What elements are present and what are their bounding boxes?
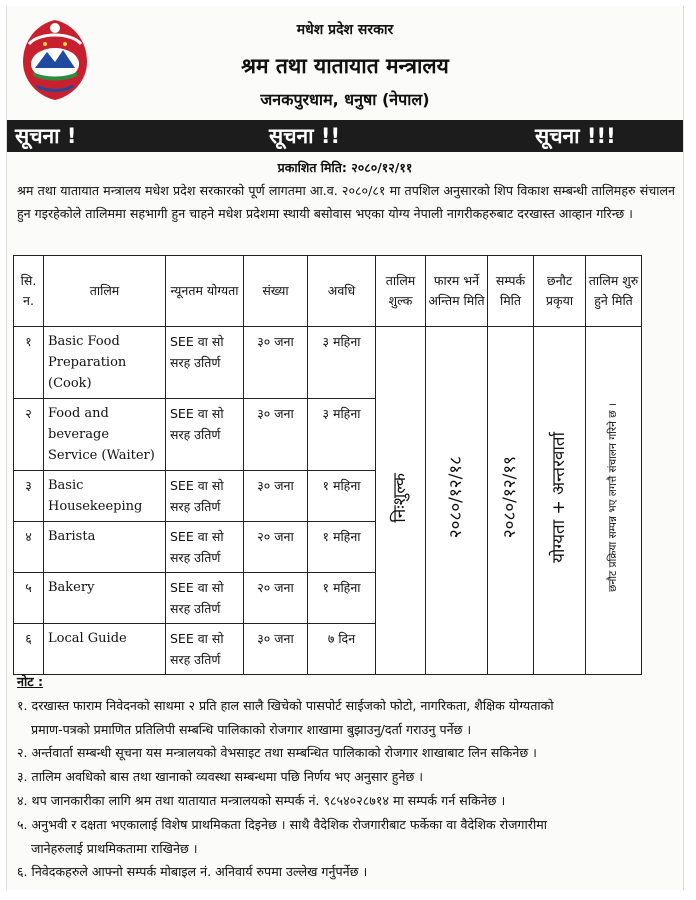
note-item: ३. तालिम अवधिको बास तथा खानाको व्यवस्था सम्बन्धमा पछि निर्णय भए अनुसार हुनेछ । <box>17 769 424 785</box>
header-duration: अवधि <box>308 256 376 327</box>
fee-value: निःशुल्क <box>390 472 410 523</box>
row-count: ३० जना <box>244 399 308 471</box>
header-sn: सि. न. <box>14 256 44 327</box>
header-selection: छनौट प्रकृया <box>534 256 586 327</box>
row-duration: १ महिना <box>308 573 376 624</box>
header-start: तालिम शुरु हुने मिति <box>586 256 642 327</box>
row-count: ३० जना <box>244 471 308 522</box>
row-duration: १ महिना <box>308 522 376 573</box>
row-qualification: SEE वा सो सरह उतिर्ण <box>166 471 244 522</box>
banner-notice-3: सूचना !!! <box>535 124 616 148</box>
row-qualification: SEE वा सो सरह उतिर्ण <box>166 327 244 399</box>
row-training-name: Local Guide <box>44 624 166 675</box>
row-sn: ४ <box>14 522 44 573</box>
header-fee: तालिम शुल्क <box>376 256 426 327</box>
row-sn: २ <box>14 399 44 471</box>
ministry-name: श्रम तथा यातायात मन्त्रालय <box>241 54 449 78</box>
notice-page <box>6 6 684 890</box>
row-count: ३० जना <box>244 624 308 675</box>
row-training-name: Basic Housekeeping <box>44 471 166 522</box>
ministry-location: जनकपुरधाम, धनुषा (नेपाल) <box>260 90 430 109</box>
deadline-value: २०८०/१२/१८ <box>446 456 466 539</box>
row-qualification: SEE वा सो सरह उतिर्ण <box>166 522 244 573</box>
start-value: छनौट प्रक्रिया सम्पन्न भए लगत्तै संचालन गरिने छ । <box>607 403 619 592</box>
deadline-cell <box>426 327 488 675</box>
selection-cell <box>534 327 586 675</box>
header-qualification: न्यूनतम योग्यता <box>166 256 244 327</box>
row-qualification: SEE वा सो सरह उतिर्ण <box>166 573 244 624</box>
row-training-name: Bakery <box>44 573 166 624</box>
row-training-name: Basic Food Preparation (Cook) <box>44 327 166 399</box>
header <box>7 6 683 118</box>
published-date: प्रकाशित मिति: २०८०/१२/११ <box>277 160 413 175</box>
banner-notice-1: सूचना ! <box>15 124 77 148</box>
header-count: संख्या <box>244 256 308 327</box>
notice-banner <box>7 120 683 152</box>
selection-value: योग्यता + अन्तरवार्ता <box>549 432 569 563</box>
intro-paragraph: श्रम तथा यातायात मन्त्रालय मधेश प्रदेश सरकारको पूर्ण लागतमा आ.व. २०८०/८१ मा तपशिल अनुसारको शिप विकाश सम्बन्धी तालिमहरु संचालन हुन गइरहेकोले तालिममा सहभागी हुन चाहने मधेश प्रदेशमा स्थायी बसोवास भएका योग्य नेपाली नागरीकहरुबाट दरखास्त आव्हान गरिन्छ । <box>17 183 675 221</box>
row-qualification: SEE वा सो सरह उतिर्ण <box>166 399 244 471</box>
note-item: ५. अनुभवी र दक्षता भएकालाई विशेष प्राथमिकता दिइनेछ । साथै वैदेशिक रोजगारीबाट फर्केका वा वैदेशिक रोजगारीमा <box>17 816 547 832</box>
fee-cell <box>376 327 426 675</box>
government-name: मधेश प्रदेश सरकार <box>296 22 394 38</box>
row-duration: १ महिना <box>308 471 376 522</box>
notes-title: नोट : <box>17 674 44 689</box>
contact-date-value: २०८०/१२/१९ <box>500 456 520 539</box>
row-duration: ७ दिन <box>308 624 376 675</box>
banner-notice-2: सूचना !! <box>269 124 341 148</box>
note-item: १. दरखास्त फाराम निवेदनको साथमा २ प्रति हाल सालै खिचेको पासपोर्ट साईजको फोटो, नागरिकता, शैक्षिक योग्यताको <box>17 697 554 713</box>
row-training-name: Food and beverage Service (Waiter) <box>44 399 166 471</box>
note-item: प्रमाण-पत्रको प्रमाणित प्रतिलिपी सम्बन्धि पालिकाको रोजगार शाखामा बुझाउनु/दर्ता गराउनु पर्नेछ । <box>31 721 472 737</box>
training-table <box>13 255 642 675</box>
table-header-row <box>14 256 642 327</box>
note-item: ६. निवेदकहरुले आफ्नो सम्पर्क मोबाइल नं. अनिवार्य रुपमा उल्लेख गर्नुपर्नेछ । <box>17 864 368 880</box>
row-duration: ३ महिना <box>308 399 376 471</box>
table-row <box>14 327 642 399</box>
note-item: जानेहरुलाई प्राथमिकतामा राखिनेछ । <box>31 840 198 856</box>
row-qualification: SEE वा सो सरह उतिर्ण <box>166 624 244 675</box>
row-duration: ३ महिना <box>308 327 376 399</box>
row-training-name: Barista <box>44 522 166 573</box>
row-sn: १ <box>14 327 44 399</box>
contact-date-cell <box>488 327 534 675</box>
row-sn: ३ <box>14 471 44 522</box>
row-count: २० जना <box>244 522 308 573</box>
header-deadline: फारम भर्ने अन्तिम मिति <box>426 256 488 327</box>
header-contact-date: सम्पर्क मिति <box>488 256 534 327</box>
row-sn: ५ <box>14 573 44 624</box>
header-training: तालिम <box>44 256 166 327</box>
start-cell <box>586 327 642 675</box>
row-sn: ६ <box>14 624 44 675</box>
note-item: ४. थप जानकारीका लागि श्रम तथा यातायात मन्त्रालयको सम्पर्क नं. ९८५४०२८७१४ मा सम्पर्क गर्न सकिनेछ । <box>17 792 506 808</box>
row-count: २० जना <box>244 573 308 624</box>
note-item: २. अर्न्तवार्ता सम्बन्धी सूचना यस मन्त्रालयको वेभसाइट तथा सम्बन्धित पालिकाको रोजगार शाखाबाट लिन सकिनेछ । <box>17 745 537 761</box>
row-count: ३० जना <box>244 327 308 399</box>
notes-section <box>17 670 677 884</box>
